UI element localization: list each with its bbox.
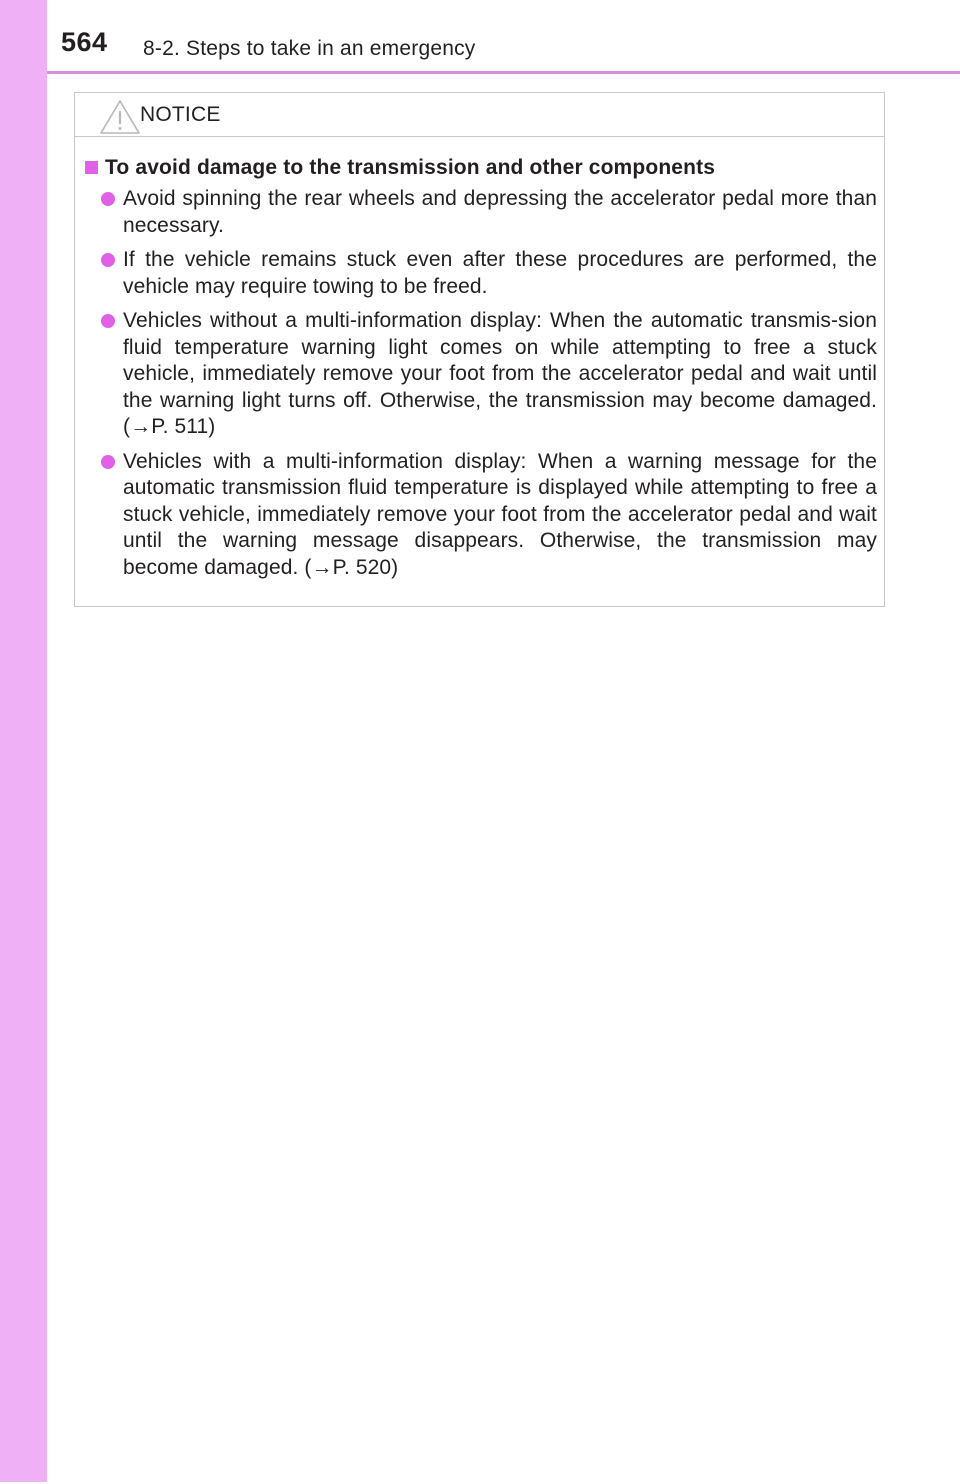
list-item-text: Avoid spinning the rear wheels and depressing the accelerator pedal more than necessary.	[123, 187, 877, 237]
list-item-text: Vehicles with a multi-information display: When a warning message for the automatic transmission fluid temperature is displayed while attempting to free a stuck vehicle, immediately remove your foot from the accelerator pedal and wait until the warning message disappears. Otherwise, the transmission may become damaged. (→P. 520)	[123, 449, 877, 579]
warning-triangle-icon	[99, 99, 141, 135]
list-item	[85, 247, 877, 300]
side-color-band	[0, 0, 47, 1482]
round-bullet-icon	[101, 314, 115, 328]
list-item-text: Vehicles without a multi-information display: When the automatic transmis-sion fluid temperature warning light comes on while attempting to free a stuck vehicle, immediately remove your foot from the accelerator pedal and wait until the warning light turns off. Otherwise, the transmission may become damaged. (→P. 511)	[123, 309, 877, 438]
square-bullet-icon	[85, 161, 98, 174]
notice-header	[75, 93, 884, 137]
page-number: 564	[61, 27, 108, 57]
notice-label: NOTICE	[140, 103, 221, 126]
round-bullet-icon	[101, 192, 115, 206]
list-item-text: If the vehicle remains stuck even after these procedures are performed, the vehicle may require towing to be freed.	[123, 248, 877, 298]
round-bullet-icon	[101, 253, 115, 267]
list-item	[85, 186, 877, 239]
notice-heading-text: To avoid damage to the transmission and other components	[105, 156, 716, 179]
round-bullet-icon	[101, 455, 115, 469]
notice-heading	[85, 155, 877, 181]
section-title: 8-2. Steps to take in an emergency	[143, 37, 476, 60]
header-rule	[47, 71, 960, 74]
notice-box	[74, 92, 885, 607]
list-item	[85, 449, 877, 582]
list-item	[85, 308, 877, 441]
notice-body	[85, 155, 877, 589]
notice-list	[85, 186, 877, 581]
